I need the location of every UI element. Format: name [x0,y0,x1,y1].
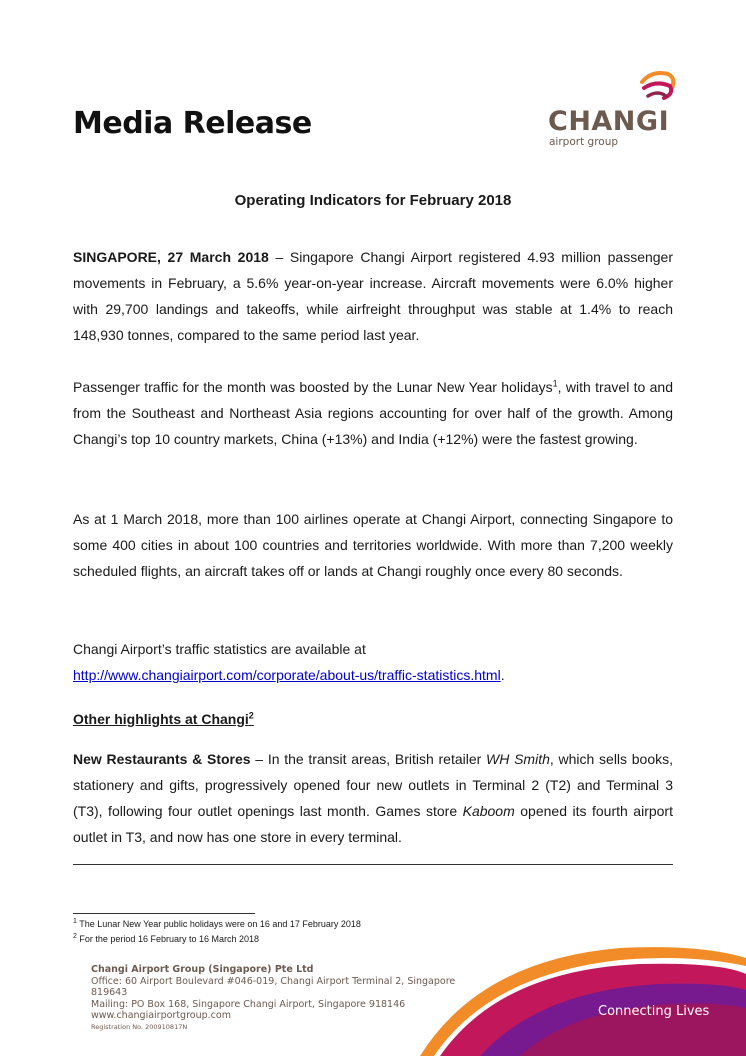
paragraph-passenger-traffic [73,374,673,452]
highlights-heading-text: Other highlights at Changi [73,711,249,727]
swirl-logo-icon [638,68,678,108]
content-divider [73,864,673,865]
footnote-2 [73,933,259,944]
page-title: Media Release [73,106,312,141]
footer-swoosh-graphic [420,940,746,1056]
link-period: . [500,667,505,683]
paragraph-text: – Singapore Changi Airport registered 4.93 million passenger movements in February, a 5.6% year-on-year increase. Aircraft movements were 6.0% higher with 29,700 landings and takeoffs, while airfreight throughput was stable at 1.4% to reach 148,930 tonnes, compared to the same period last year. [73,249,673,343]
footnote-number: 2 [73,933,77,940]
changi-logo [546,68,686,150]
paragraph-statistics-link [73,662,673,688]
paragraph-traffic-summary [73,244,673,348]
tagline: Connecting Lives [598,1004,710,1019]
mailing-address: Mailing: PO Box 168, Singapore Changi Airport, Singapore 918146 [91,998,406,1010]
highlights-heading [73,706,673,732]
footnote-divider [73,913,255,914]
footnote-text: For the period 16 February to 16 March 2018 [76,934,260,944]
paragraph-text: – In the transit areas, British retailer [250,751,487,767]
paragraph-statistics-intro: Changi Airport’s traffic statistics are available at [73,641,366,657]
footnote-text: The Lunar New Year public holidays were on 16 and 17 February 2018 [76,919,361,929]
footnote-ref-1: 1 [552,378,558,389]
paragraph-text: Passenger traffic for the month was boosted by the Lunar New Year holidays [73,379,553,395]
retailer-name: WH Smith [486,751,550,767]
paragraph-airlines: As at 1 March 2018, more than 100 airlines operate at Changi Airport, connecting Singapore to some 400 cities in about 100 countries and territories worldwide. With more than 7,200 weekly scheduled flights, an aircraft takes off or lands at Changi roughly once every 80 seconds. [73,511,673,579]
logo-wordmark: CHANGI [548,106,670,137]
footnote-number: 1 [73,918,77,925]
document-heading: Operating Indicators for February 2018 [234,192,512,209]
store-name: Kaboom [462,803,515,819]
paragraph-text: , which sells books, stationery and gifts, progressively opened four new outlets in Terminal 2 (T2) and Terminal 3 (T3), following four outlet openings last month. Games store [73,751,674,819]
company-name: Changi Airport Group (Singapore) Pte Ltd [91,964,314,975]
registration-number: Registration No. 200910817N [91,1022,188,1031]
paragraph-text: , with travel to and from the Southeast and Northeast Asia regions accounting for over half of the growth. Among Changi’s top 10 country markets, China (+13%) and India (+12%) were the fastest growing. [73,379,673,447]
footnote-1 [73,918,361,929]
logo-subtitle: airport group [549,136,619,148]
footnote-ref-2: 2 [248,710,254,721]
office-address: Office: 60 Airport Boulevard #046-019, Changi Airport Terminal 2, Singapore 819643 [91,975,456,998]
traffic-statistics-link[interactable]: http://www.changiairport.com/corporate/about-us/traffic-statistics.html [73,667,501,683]
company-website: www.changiairportgroup.com [91,1010,231,1021]
dateline: SINGAPORE, 27 March 2018 [73,249,269,265]
section-lead: New Restaurants & Stores [73,751,251,767]
paragraph-text: opened its fourth airport outlet in T3, and now has one store in every terminal. [73,803,673,845]
paragraph-restaurants-stores [73,746,673,850]
